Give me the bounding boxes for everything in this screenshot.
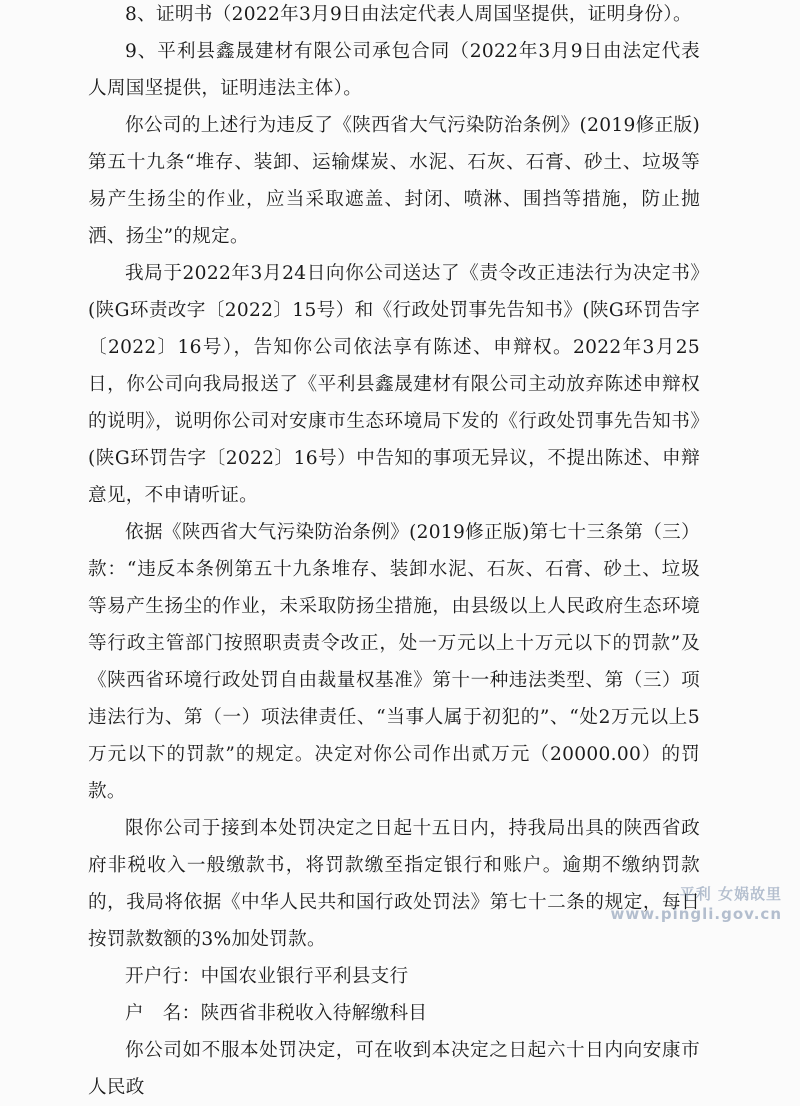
evidence-item-9: 9、平利县鑫晟建材有限公司承包合同（2022年3月9日由法定代表人周国坚提供，证明违法主体）。 [88,41,700,99]
evidence-item-8: 8、证明书（2022年3月9日由法定代表人周国坚提供，证明身份）。 [125,4,692,25]
watermark-slogan: 平利 女娲故里 [679,885,782,903]
violation-paragraph: 你公司的上述行为违反了《陕西省大气污染防治条例》(2019修正版)第五十九条“堆存、装卸、运输煤炭、水泥、石灰、石膏、砂土、垃圾等易产生扬尘的作业，应当采取遮盖、封闭、喷淋、围挡等措施，防止抛洒、扬尘”的规定。 [88,115,700,247]
payment-deadline-paragraph: 限你公司于接到本处罚决定之日起十五日内，持我局出具的陕西省政府非税收入一般缴款书，将罚款缴至指定银行和账户。逾期不缴纳罚款的，我局将依据《中华人民共和国行政处罚法》第七十二条的规定，每日按罚款数额的3%加处罚款。 [88,818,700,950]
notification-paragraph: 我局于2022年3月24日向你公司送达了《责令改正违法行为决定书》(陕G环责改字〔2022〕15号）和《行政处罚事先告知书》(陕G环罚告字〔2022〕16号），告知你公司依法享有陈述、申辩权。2022年3月25日，你公司向我局报送了《平利县鑫晟建材有限公司主动放弃陈述申辩权的说明》，说明你公司对安康市生态环境局下发的《行政处罚事先告知书》(陕G环罚告字〔2022〕16号）中告知的事项无异议，不提出陈述、申辩意见，不申请听证。 [88,263,700,506]
bank-name-line: 开户行：中国农业银行平利县支行 [125,966,409,987]
penalty-basis-paragraph: 依据《陕西省大气污染防治条例》(2019修正版)第七十三条第（三）款：“违反本条例第五十九条堆存、装卸水泥、石灰、石膏、砂土、垃圾等易产生扬尘的作业，未采取防扬尘措施，由县级以上人民政府生态环境等行政主管部门按照职责责令改正，处一万元以上十万元以下的罚款”及《陕西省环境行政处罚自由裁量权基准》第十一种违法类型、第（三）项违法行为、第（一）项法律责任、“当事人属于初犯的”、“处2万元以上5万元以下的罚款”的规定。决定对你公司作出贰万元（20000.00）的罚款。 [88,522,700,802]
appeal-paragraph: 你公司如不服本处罚决定，可在收到本决定之日起六十日内向安康市人民政 [88,1040,700,1098]
account-name-line: 户 名：陕西省非税收入待解缴科目 [125,1003,428,1024]
watermark-url: www.pingli.gov.cn [610,905,782,923]
site-watermark [592,884,782,924]
document-body [88,0,700,1106]
